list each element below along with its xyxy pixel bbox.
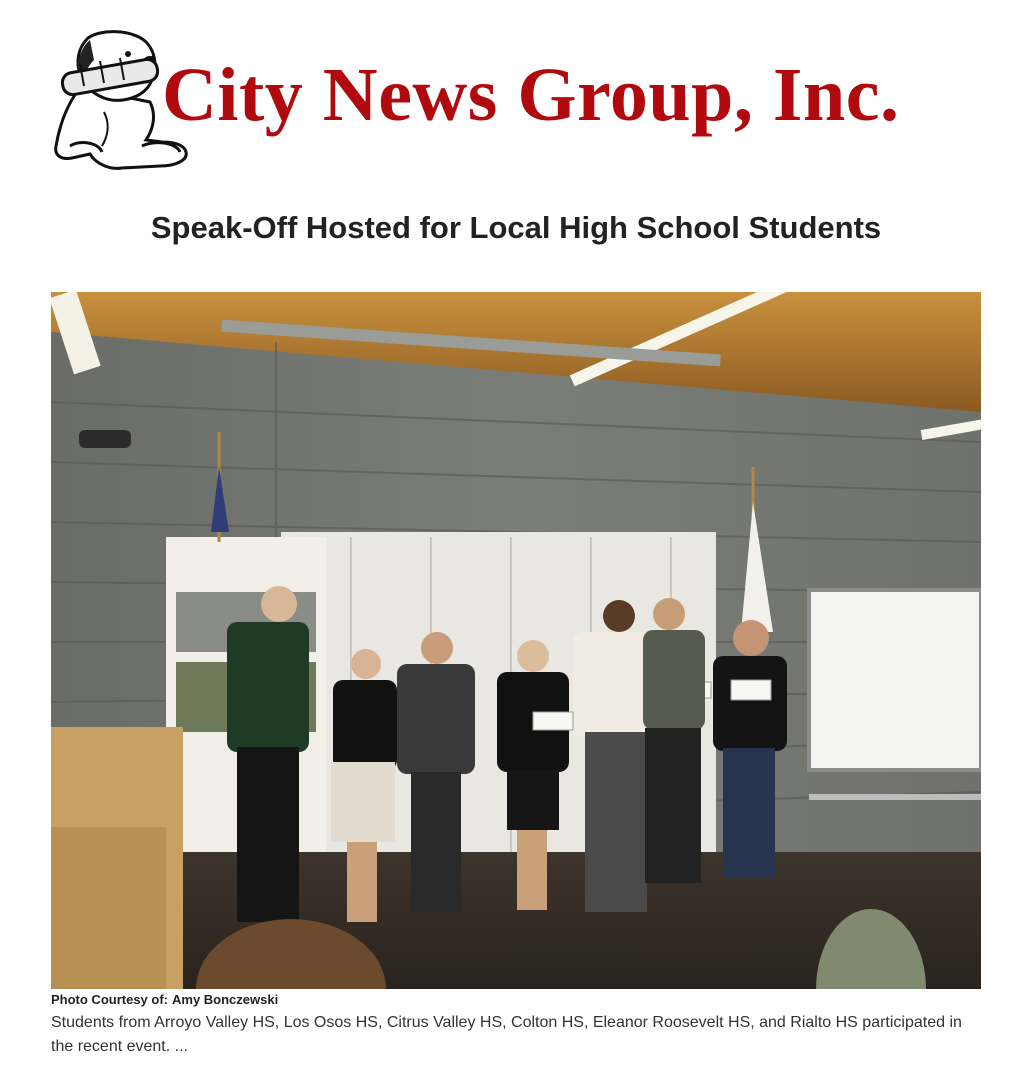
photo-caption: Students from Arroyo Valley HS, Los Osos HS, Citrus Valley HS, Colton HS, Eleanor Roosevelt HS, and Rialto HS participated in the recent event. ... (51, 1014, 962, 1055)
photo-credit (51, 991, 278, 1009)
site-header (50, 28, 980, 176)
brand-name[interactable]: City News Group, Inc. (162, 53, 900, 137)
photo-credit-name: Amy Bonczewski (172, 992, 279, 1007)
article-photo (51, 292, 981, 989)
photo-credit-label: Photo Courtesy of: (51, 992, 168, 1007)
article-headline: Speak-Off Hosted for Local High School Students (150, 210, 882, 245)
